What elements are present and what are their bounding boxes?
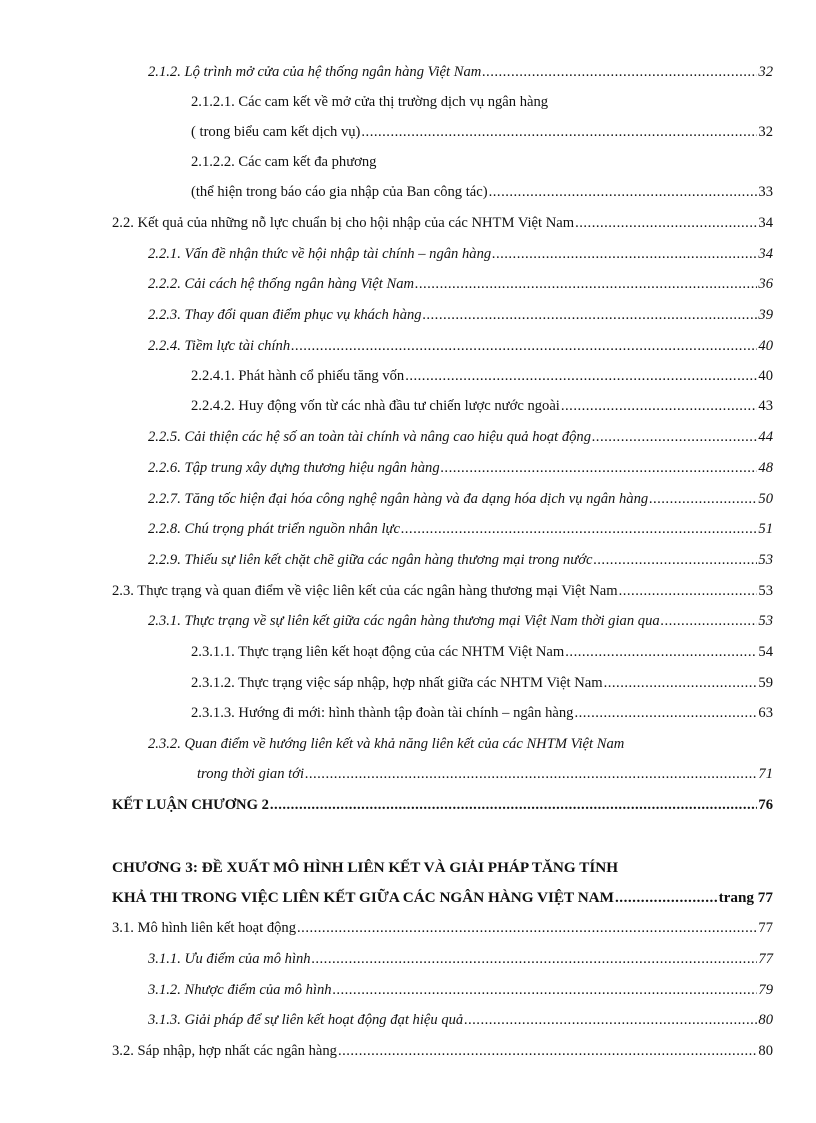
chapter-heading-line: KHẢ THI TRONG VIỆC LIÊN KẾT GIỮA CÁC NGÂN HÀNG VIỆT NAM ..... trang 77 bbox=[112, 888, 773, 908]
toc-page-number: 36 bbox=[758, 276, 773, 292]
toc-page-number: 80 bbox=[758, 1043, 773, 1059]
toc-page-number: 44 bbox=[758, 429, 773, 445]
toc-entry: 2.3.1.1. Thực trạng liên kết hoạt động của các NHTM Việt Nam ..... 54 bbox=[191, 642, 773, 662]
toc-page-number: 34 bbox=[758, 215, 773, 231]
toc-entry: ( trong biểu cam kết dịch vụ) ..... 32 bbox=[191, 122, 773, 142]
toc-entry: 2.2.2. Cải cách hệ thống ngân hàng Việt Nam ..... 36 bbox=[148, 274, 773, 294]
toc-page-number: 79 bbox=[758, 982, 773, 998]
toc-page-number: 71 bbox=[758, 766, 773, 782]
toc-entry: trong thời gian tới ..... 71 bbox=[197, 764, 773, 784]
toc-page-number: 32 bbox=[758, 124, 773, 140]
toc-entry: 3.1.3. Giải pháp để sự liên kết hoạt động đạt hiệu quả ..... 80 bbox=[148, 1010, 773, 1030]
toc-entry: 2.1.2. Lộ trình mở cửa của hệ thống ngân hàng Việt Nam ..... 32 bbox=[148, 62, 773, 82]
toc-page-number: 50 bbox=[758, 491, 773, 507]
toc-entry-line: 2.3.2. Quan điểm về hướng liên kết và khả năng liên kết của các NHTM Việt Nam bbox=[148, 736, 625, 752]
toc-entry: 2.2.6. Tập trung xây dựng thương hiệu ngân hàng ..... 48 bbox=[148, 458, 773, 478]
toc-page-number: 39 bbox=[758, 307, 773, 323]
toc-entry-line: 2.1.2.1. Các cam kết về mở cửa thị trường dịch vụ ngân hàng bbox=[191, 94, 549, 110]
toc-page-number: 40 bbox=[758, 368, 773, 384]
toc-entry: 2.2.9. Thiếu sự liên kết chặt chẽ giữa các ngân hàng thương mại trong nước ..... 53 bbox=[148, 550, 773, 570]
toc-entry: 2.2.4. Tiềm lực tài chính ..... 40 bbox=[148, 336, 773, 356]
toc-page-number: trang 77 bbox=[718, 889, 773, 906]
toc-entry: 2.2.8. Chú trọng phát triển nguồn nhân lực ..... 51 bbox=[148, 519, 773, 539]
toc-entry: 2.2. Kết quả của những nỗ lực chuẩn bị cho hội nhập của các NHTM Việt Nam ..... 34 bbox=[112, 213, 773, 233]
toc-entry-conclusion: KẾT LUẬN CHƯƠNG 2 ..... 76 bbox=[112, 795, 773, 815]
toc-page-number: 53 bbox=[758, 613, 773, 629]
toc-entry-line: 2.1.2.2. Các cam kết đa phương bbox=[191, 154, 377, 170]
toc-page-number: 51 bbox=[758, 521, 773, 537]
toc-entry: 2.3.1.3. Hướng đi mới: hình thành tập đoàn tài chính – ngân hàng ..... 63 bbox=[191, 703, 773, 723]
toc-entry: 2.2.1. Vấn đề nhận thức về hội nhập tài chính – ngân hàng ..... 34 bbox=[148, 244, 773, 264]
toc-page-number: 32 bbox=[758, 64, 773, 80]
toc-entry: 2.3.1.2. Thực trạng việc sáp nhập, hợp nhất giữa các NHTM Việt Nam ..... 59 bbox=[191, 673, 773, 693]
toc-entry: 2.2.4.1. Phát hành cổ phiếu tăng vốn ..... 40 bbox=[191, 366, 773, 386]
toc-entry: 3.1. Mô hình liên kết hoạt động ..... 77 bbox=[112, 918, 773, 938]
toc-entry: 2.2.7. Tăng tốc hiện đại hóa công nghệ ngân hàng và đa dạng hóa dịch vụ ngân hàng ..... 50 bbox=[148, 489, 773, 509]
toc-entry: 2.3. Thực trạng và quan điểm về việc liên kết của các ngân hàng thương mại Việt Nam ..... 53 bbox=[112, 581, 773, 601]
toc-page-number: 43 bbox=[758, 398, 773, 414]
toc-entry: 2.2.5. Cải thiện các hệ số an toàn tài chính và nâng cao hiệu quả hoạt động ..... 44 bbox=[148, 427, 773, 447]
toc-entry: 3.2. Sáp nhập, hợp nhất các ngân hàng ..... 80 bbox=[112, 1041, 773, 1061]
toc-page-number: 63 bbox=[758, 705, 773, 721]
toc-entry: (thể hiện trong báo cáo gia nhập của Ban công tác) ..... 33 bbox=[191, 182, 773, 202]
toc-entry: 3.1.2. Nhược điểm của mô hình ..... 79 bbox=[148, 980, 773, 1000]
toc-entry: 3.1.1. Ưu điểm của mô hình ..... 77 bbox=[148, 949, 773, 969]
toc-entry: 2.2.3. Thay đổi quan điểm phục vụ khách hàng ..... 39 bbox=[148, 305, 773, 325]
toc-page-number: 40 bbox=[758, 338, 773, 354]
toc-page-number: 77 bbox=[758, 920, 773, 936]
toc-page-number: 34 bbox=[758, 246, 773, 262]
toc-page-number: 76 bbox=[758, 797, 773, 813]
toc-page-number: 59 bbox=[758, 675, 773, 691]
toc-page-number: 48 bbox=[758, 460, 773, 476]
toc-page-number: 33 bbox=[758, 184, 773, 200]
chapter-heading: CHƯƠNG 3: ĐỀ XUẤT MÔ HÌNH LIÊN KẾT VÀ GIẢI PHÁP TĂNG TÍNH bbox=[112, 859, 619, 876]
toc-page-number: 53 bbox=[758, 583, 773, 599]
toc-page-number: 77 bbox=[758, 951, 773, 967]
toc-entry: 2.3.1. Thực trạng về sự liên kết giữa các ngân hàng thương mại Việt Nam thời gian qua ..... 53 bbox=[148, 611, 773, 631]
toc-page-number: 54 bbox=[758, 644, 773, 660]
toc-page-number: 53 bbox=[758, 552, 773, 568]
toc-entry: 2.2.4.2. Huy động vốn từ các nhà đầu tư chiến lược nước ngoài ..... 43 bbox=[191, 396, 773, 416]
toc-page-number: 80 bbox=[758, 1012, 773, 1028]
